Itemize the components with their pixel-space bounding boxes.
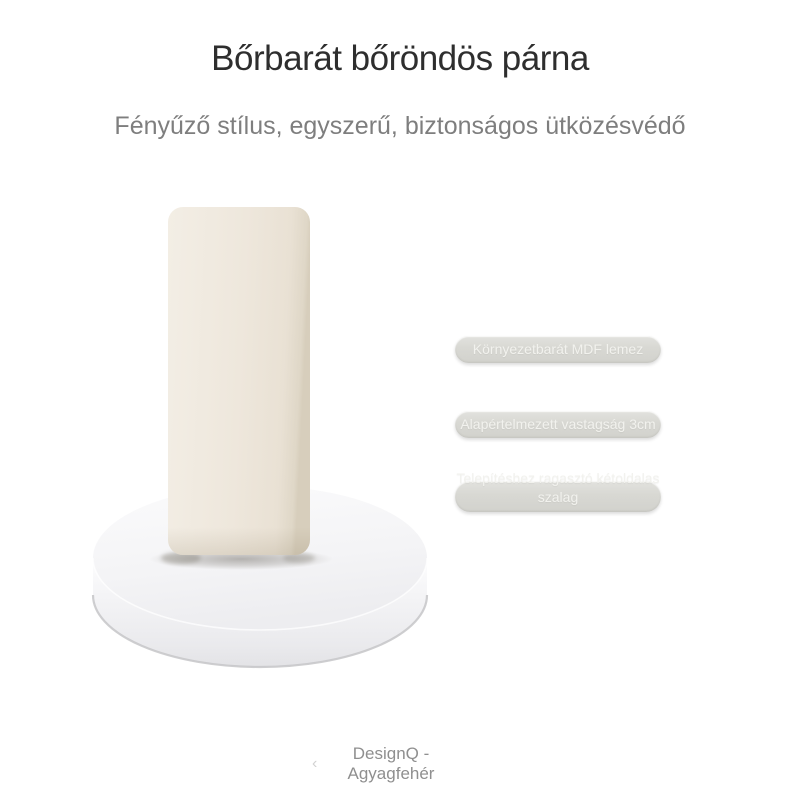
product-panel-bottom-shade — [168, 207, 310, 555]
feature-pill-label: Környezetbarát MDF lemez — [472, 341, 644, 357]
page-subtitle: Fényűző stílus, egyszerű, biztonságos ütközésvédő — [114, 112, 686, 140]
feature-pill-label: Alapértelmezett vastagság 3cm — [460, 416, 656, 432]
feature-pill-label: Telepítéshez ragasztó kétoldalas szalag — [456, 470, 660, 505]
feature-pill-thickness — [455, 411, 661, 438]
variant-caption: DesignQ - Agyagfehér — [347, 744, 435, 783]
page-title: Bőrbarát bőröndös párna — [211, 39, 589, 78]
feature-pill-tape — [455, 470, 661, 512]
feature-pill-mdf — [455, 336, 661, 363]
chevron-left-icon[interactable]: ‹ — [312, 755, 318, 772]
